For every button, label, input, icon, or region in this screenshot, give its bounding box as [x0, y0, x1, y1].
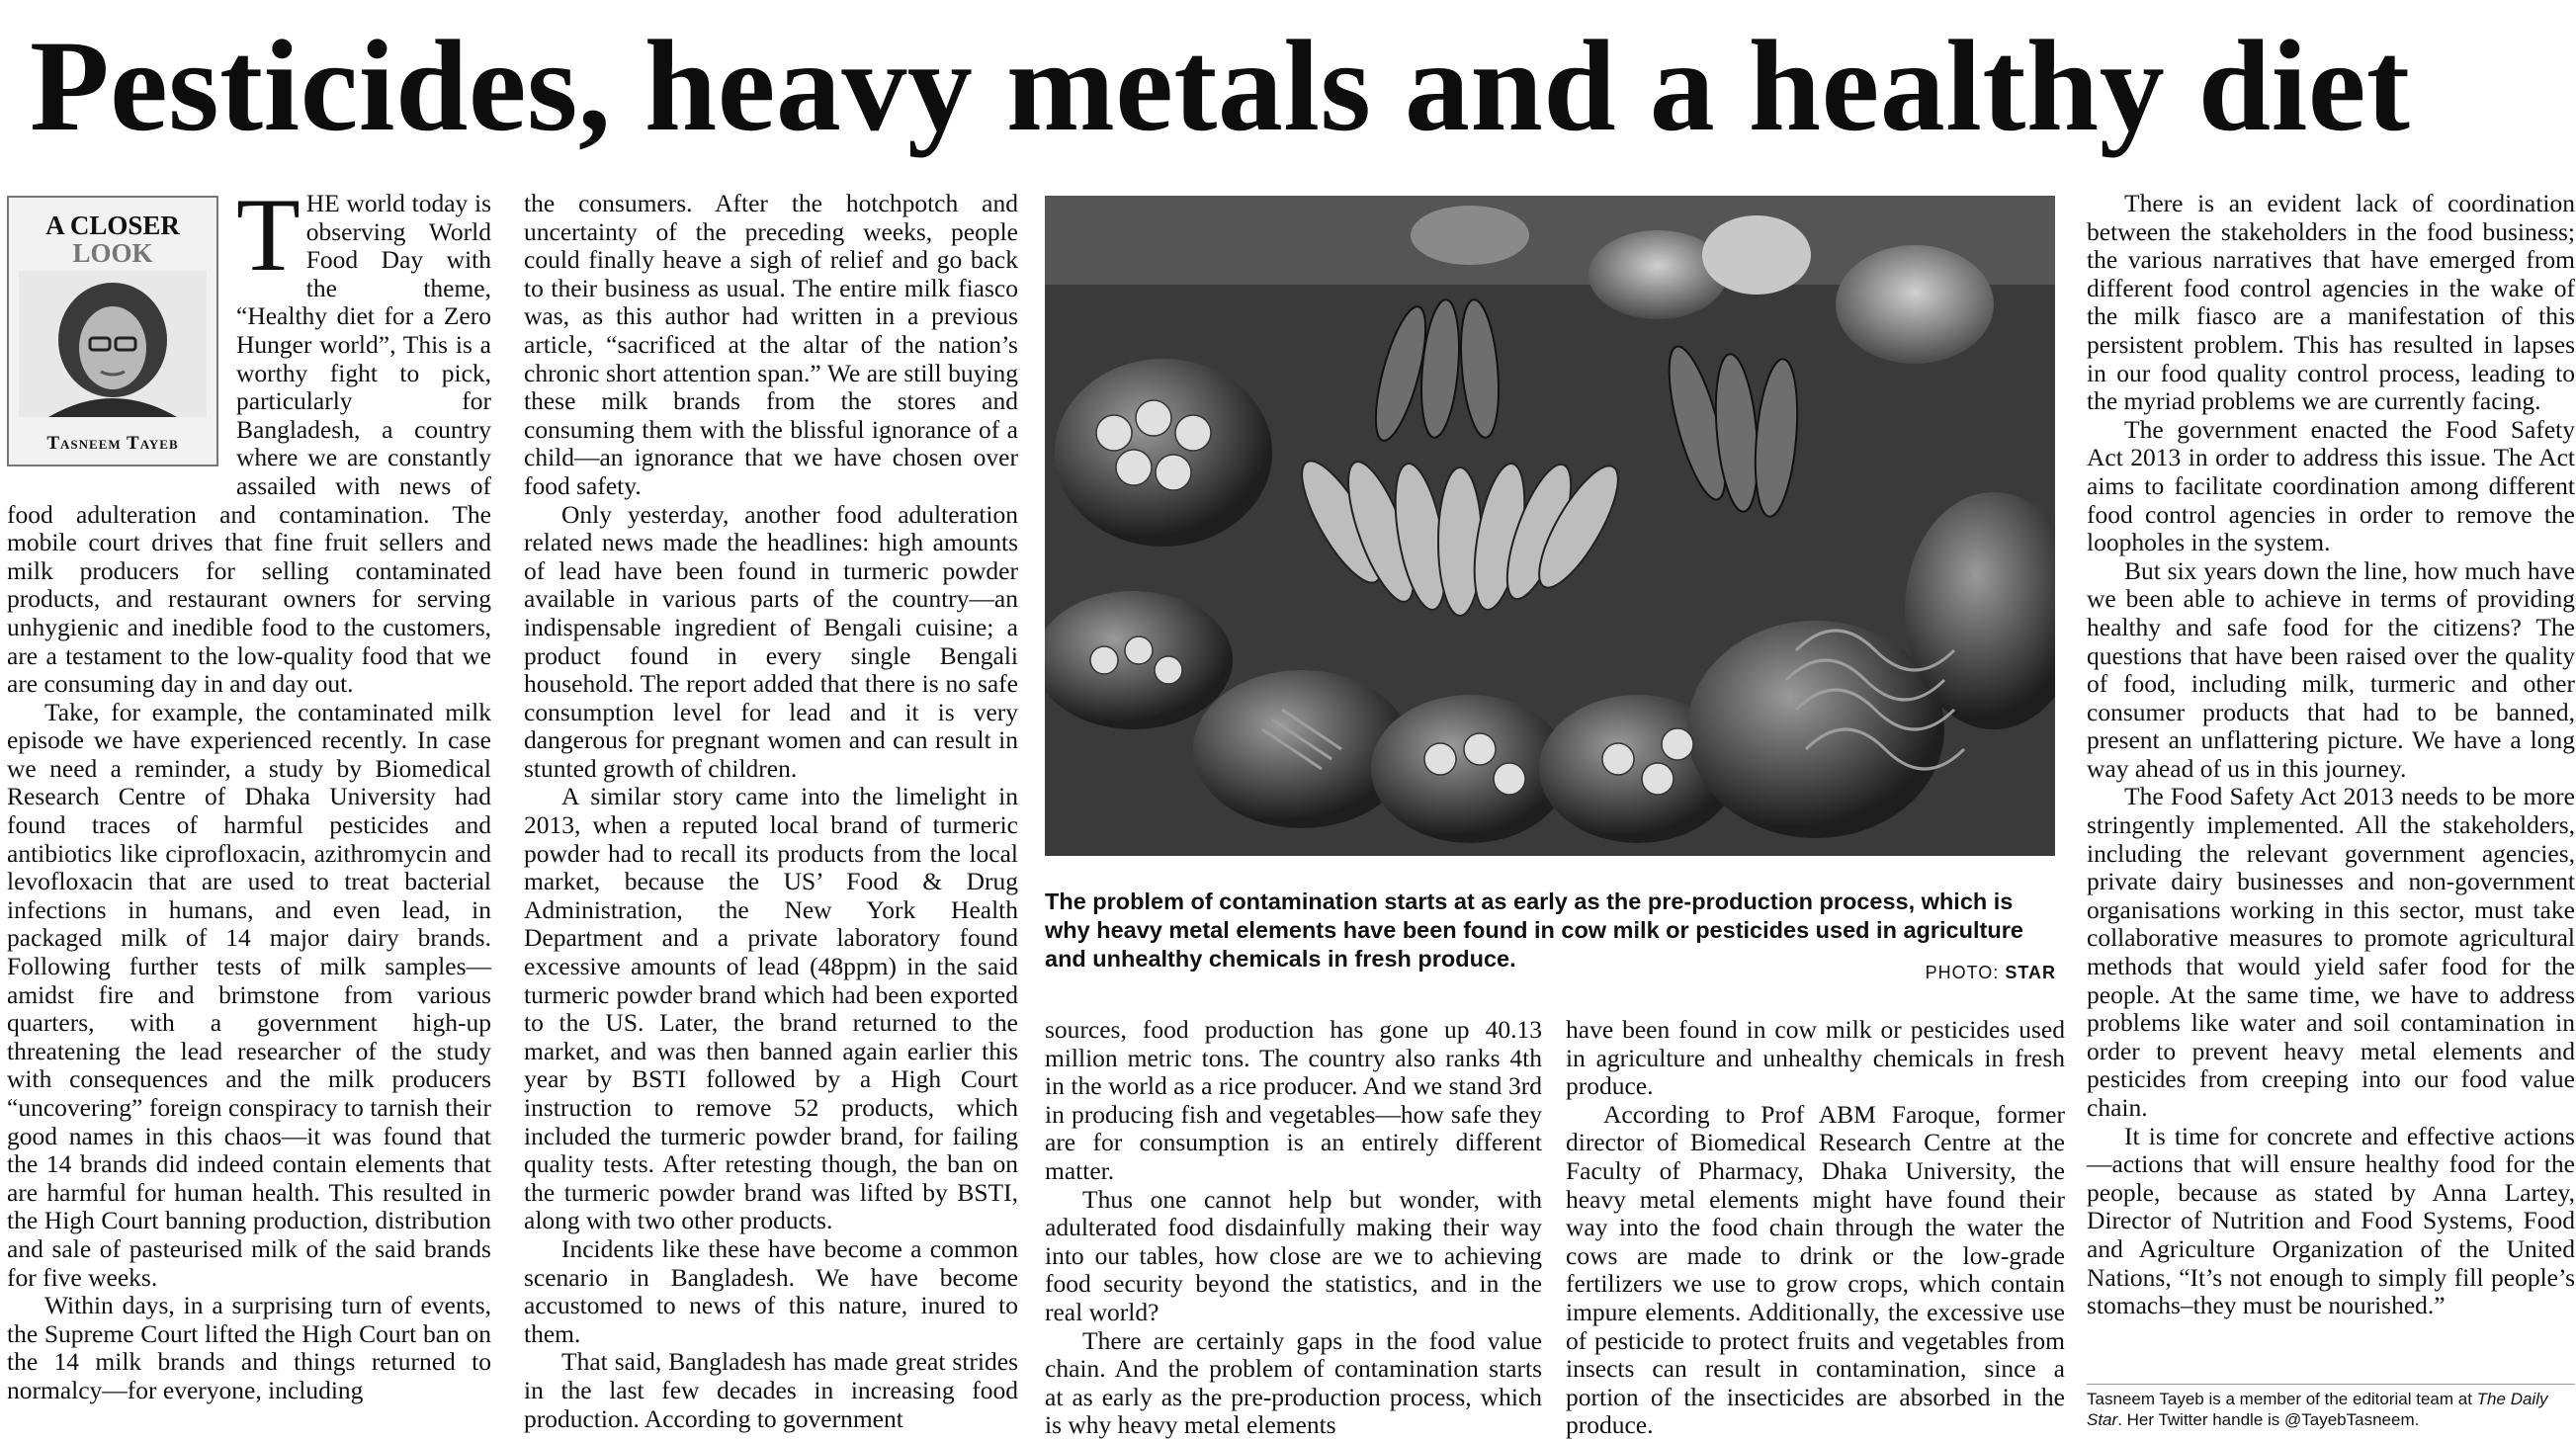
paragraph: HE world today is observing World Food Day with the theme, “Healthy diet for a Zero Hunger world”, This is a worthy fight to pick, particularly for Bangladesh, a country where we are constantly assailed with news of food adulteration and contamination. The mobile court drives that fine fruit sellers and milk producers for selling contaminated products, and restaurant owners for serving unhygienic and inedible food to the customers, are a testament to the low-quality food that we are consuming day in and day out.: [7, 189, 491, 699]
paragraph: A similar story came into the limelight in 2013, when a reputed local brand of turmeric powder had to recall its products from the local market, because the US’ Food & Drug Administration, the New York Health Department and a private laboratory found excessive amounts of lead (48ppm) in the said turmeric powder brand which had been exported to the US. Later, the brand returned to the market, and was then banned again earlier this year by BSTI followed by a High Court instruction to remove 52 products, which included the turmeric powder brand, for failing quality tests. After retesting though, the ban on the turmeric powder brand was lifted by BSTI, along with two other products.: [524, 782, 1018, 1235]
photo-credit: [1878, 963, 2056, 983]
paragraph: sources, food production has gone up 40.13 million metric tons. The country also ranks 4th in the world as a rice producer. And we stand 3rd in producing fish and vegetables—how safe they are for consumption is an entirely different matter.: [1045, 1015, 1542, 1185]
headline: Pesticides, heavy metals and a healthy diet: [30, 13, 2411, 158]
footnote-publication: The Daily Star: [2087, 1390, 2548, 1429]
paragraph: The government enacted the Food Safety Act 2013 in order to address this issue. The Act aims to facilitate coordination among different food control agencies in order to remove the loopholes in the system.: [2087, 414, 2575, 557]
market-vegetables-photo: [1045, 196, 2055, 856]
paragraph: Incidents like these have become a common scenario in Bangladesh. We have become accustomed to news of this nature, inured to them.: [524, 1233, 1018, 1348]
paragraph: have been found in cow milk or pesticides used in agriculture and unhealthy chemicals in fresh produce.: [1566, 1015, 2065, 1101]
paragraph: But six years down the line, how much have we been able to achieve in terms of providing healthy and safe food for the citizens? The questions that have been raised over the quality of food, including milk, turmeric and other consumer products that had to be banned, present an unflattering picture. We have a long way ahead of us in this journey.: [2087, 555, 2575, 783]
photo-caption: The problem of contamination starts at as early as the pre-production process, which is why heavy metal elements have been found in cow milk or pesticides used in agriculture and unhealthy chemicals in fresh produce.: [1045, 889, 2023, 972]
paragraph: That said, Bangladesh has made great strides in the last few decades in increasing food production. According to government: [524, 1347, 1018, 1433]
paragraph: According to Prof ABM Faroque, former director of Biomedical Research Centre at the Faculty of Pharmacy, Dhaka University, the heavy metal elements might have found their way into the food chain through the water the cows are made to drink or the low-grade fertilizers we use to grow crops, which contain impure elements. Additionally, the excessive use of pesticide to protect fruits and vegetables from insects can result in contamination, since a portion of the insecticides are absorbed in the produce.: [1566, 1099, 2065, 1440]
paragraph: Take, for example, the contaminated milk episode we have experienced recently. In case we need a reminder, a study by Biomedical Research Centre of Dhaka University had found traces of harmful pesticides and antibiotics like ciprofloxacin, azithromycin and levofloxacin that are used to treat bacterial infections in humans, and even lead, in packaged milk of 14 major dairy brands. Following further tests of milk samples—amidst fire and brimstone from various quarters, with a government high-up threatening the lead researcher of the study with consequences and the milk producers “uncovering” foreign conspiracy to tarnish their good names in this chaos—it was found that the 14 brands did indeed contain elements that are harmful for human health. This resulted in the High Court banning production, distribution and sale of pasteurised milk of the said brands for five weeks.: [7, 697, 491, 1292]
paragraph: the consumers. After the hotchpotch and uncertainty of the preceding weeks, people could finally heave a sigh of relief and go back to their business as usual. The entire milk fiasco was, as this author had written in a previous article, “sacrificed at the altar of the nation’s chronic short attention span.” We are still buying these milk brands from the stores and consuming them with the blissful ignorance of a child—an ignorance that we have chosen over food safety.: [524, 189, 1018, 500]
article-column-3: [1045, 1016, 1542, 1440]
paragraph: The Food Safety Act 2013 needs to be more stringently implemented. All the stakeholders, including the relevant government agencies, private dairy businesses and non-government organisations working in this sector, must take collaborative measures to promote agricultural methods that would yield safer food for the people. At the same time, we have to address problems like water and soil contamination in order to prevent heavy metal elements and pesticides from creeping into our food value chain.: [2087, 782, 2575, 1122]
paragraph: There are certainly gaps in the food value chain. And the problem of contamination starts at as early as the pre-production process, which is why heavy metal elements: [1045, 1325, 1542, 1440]
paragraph: Within days, in a surprising turn of events, the Supreme Court lifted the High Court ban on the 14 milk brands and things returned to normalcy—for everyone, including: [7, 1291, 491, 1404]
paragraph: There is an evident lack of coordination between the stakeholders in the food business; the various narratives that have emerged from different food control agencies in the wake of the milk fiasco are a manifestation of this persistent problem. This has resulted in lapses in our food quality control process, leading to the myriad problems we are currently facing.: [2087, 189, 2575, 416]
photo-credit-source: STAR: [2005, 963, 2056, 982]
footnote-twitter: . Her Twitter handle is @TayebTasneem.: [2117, 1410, 2420, 1429]
article-column-1: [7, 177, 491, 1405]
author-portrait: [19, 271, 207, 417]
author-footnote: [2087, 1384, 2575, 1430]
article-column-4: [1566, 1016, 2065, 1440]
column-title: A CLOSER: [45, 211, 180, 240]
paragraph: It is time for concrete and effective actions—actions that will ensure healthy food for the people, because as stated by Anna Lartey, Director of Nutrition and Food Systems, Food and Agriculture Organization of the United Nations, “It’s not enough to simply fill people’s stomachs–they must be nourished.”: [2087, 1121, 2575, 1320]
article-column-5: [2087, 190, 2575, 1320]
photo-credit-label: PHOTO:: [1925, 963, 2000, 982]
article-column-2: [524, 190, 1018, 1433]
paragraph: Only yesterday, another food adulteration related news made the headlines: high amounts of lead have been found in turmeric powder available in various parts of the country—an indispensable ingredient of Bengali cuisine; a product found in every single Bengali household. The report added that there is no safe consumption level for lead and it is very dangerous for pregnant women and can result in stunted growth of children.: [524, 499, 1018, 783]
paragraph: Thus one cannot help but wonder, with adulterated food disdainfully making their way into our tables, how close are we to achieving food security beyond the statistics, and in the real world?: [1045, 1184, 1542, 1326]
author-name: Tasneem Tayeb: [46, 432, 179, 454]
footnote-text: Tasneem Tayeb is a member of the editorial team at: [2087, 1390, 2472, 1408]
column-byline-box: [7, 196, 218, 466]
drop-cap: T: [236, 177, 301, 293]
column-subtitle: LOOK: [72, 238, 153, 268]
